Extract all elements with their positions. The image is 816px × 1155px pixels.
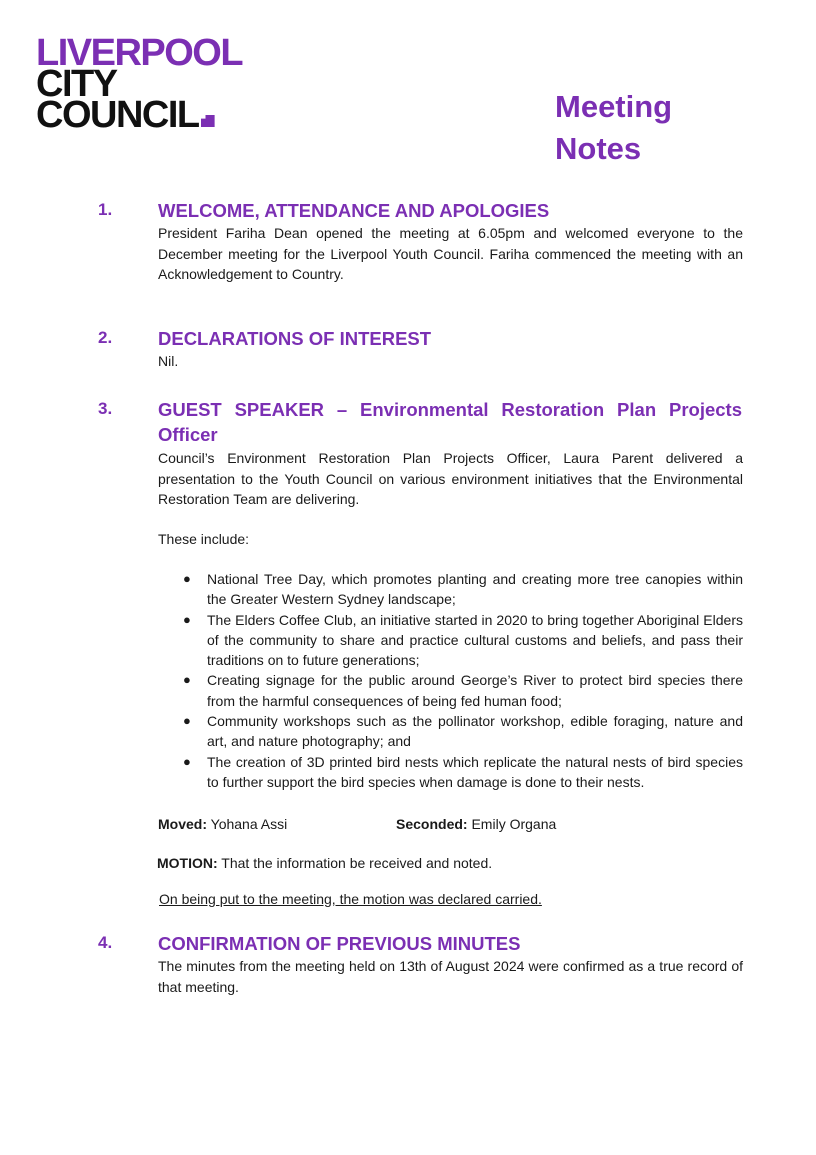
logo-line-2: CITY bbox=[36, 63, 117, 105]
bullet-icon: ● bbox=[183, 672, 191, 688]
list-item-text: The creation of 3D printed bird nests which replicate the natural nests of bird species to further support the bird species when damage is done to their nests. bbox=[207, 753, 743, 790]
list-item-text: National Tree Day, which promotes planting and creating more tree canopies within the Greater Western Sydney landscape; bbox=[207, 571, 743, 608]
section-number: 3. bbox=[98, 399, 113, 418]
bullet-icon: ● bbox=[183, 571, 191, 586]
bullet-icon: ● bbox=[183, 611, 191, 627]
moved-label: Moved: bbox=[158, 816, 207, 832]
section-body: The minutes from the meeting held on 13th of August 2024 were confirmed as a true record of that meeting. bbox=[158, 958, 743, 995]
motion-row bbox=[157, 853, 492, 873]
section-heading: CONFIRMATION OF PREVIOUS MINUTES bbox=[158, 933, 521, 954]
section-heading: WELCOME, ATTENDANCE AND APOLOGIES bbox=[158, 200, 550, 221]
list-item-text: The Elders Coffee Club, an initiative started in 2020 to bring together Aboriginal Elders of the community to share and practice cultural customs and beliefs, and pass their traditions on to future generations; bbox=[207, 611, 743, 669]
list-item bbox=[158, 670, 743, 711]
section-body: President Fariha Dean opened the meeting at 6.05pm and welcomed everyone to the December meeting for the Liverpool Youth Council. Fariha commenced the meeting with an Acknowledgement to Country. bbox=[158, 225, 743, 282]
motion-outcome: On being put to the meeting, the motion was declared carried. bbox=[159, 891, 542, 907]
moved-value: Yohana Assi bbox=[210, 816, 288, 832]
document-title bbox=[555, 86, 672, 170]
bullet-icon: ● bbox=[183, 713, 191, 729]
list-item-text: Creating signage for the public around George’s River to protect bird species there from the harmful consequences of being fed human food; bbox=[207, 672, 743, 709]
section-body: Council’s Environment Restoration Plan Projects Officer, Laura Parent delivered a presentation to the Youth Council on various environment initiatives that the Environmental Restoration Team are delivering. bbox=[158, 450, 743, 507]
logo-line-3-text: COUNCIL bbox=[36, 94, 199, 136]
section-number: 4. bbox=[98, 933, 113, 952]
motion-text: That the information be received and noted. bbox=[221, 855, 493, 871]
seconded-label: Seconded: bbox=[396, 816, 468, 832]
section-heading: DECLARATIONS OF INTEREST bbox=[158, 328, 432, 349]
council-logo bbox=[36, 32, 243, 136]
initiatives-list bbox=[158, 569, 743, 792]
document-title-line-1: Meeting bbox=[555, 89, 673, 124]
seconded-value: Emily Organa bbox=[471, 816, 557, 832]
logo-line-1: LIVERPOOL bbox=[36, 32, 243, 74]
seconded-row bbox=[396, 814, 556, 834]
list-item-text: Community workshops such as the pollinator workshop, edible foraging, nature and art, and nature photography; and bbox=[207, 713, 743, 750]
section-number: 1. bbox=[98, 200, 113, 219]
logo-line-3 bbox=[36, 94, 242, 136]
section-body: Nil. bbox=[158, 353, 179, 369]
section-heading: GUEST SPEAKER – Environmental Restoration Plan Projects Officer bbox=[158, 399, 742, 445]
moved-row bbox=[158, 814, 287, 834]
document-title-line-2: Notes bbox=[555, 131, 642, 166]
logo-mark-icon bbox=[201, 115, 215, 127]
list-item bbox=[158, 711, 743, 752]
bullet-icon: ● bbox=[183, 753, 191, 769]
section-intro: These include: bbox=[158, 531, 250, 547]
list-item bbox=[158, 569, 743, 610]
list-item bbox=[158, 752, 743, 793]
list-item bbox=[158, 610, 743, 671]
section-number: 2. bbox=[98, 328, 113, 347]
motion-label: MOTION: bbox=[157, 855, 218, 871]
